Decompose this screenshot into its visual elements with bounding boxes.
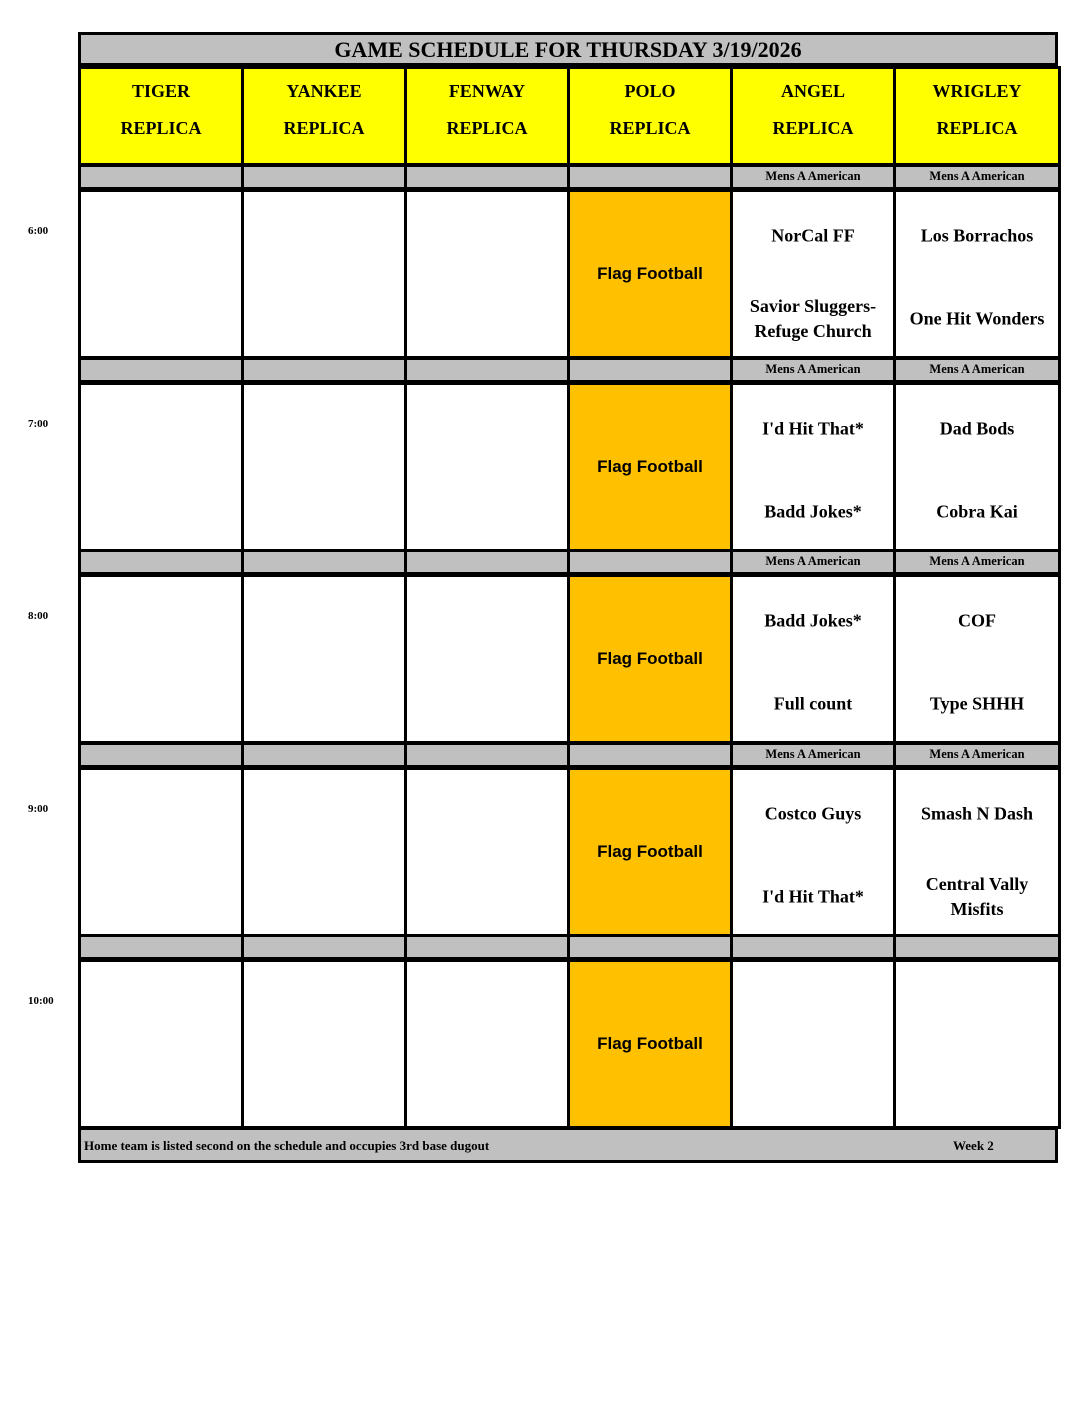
field-name: POLO bbox=[624, 81, 676, 101]
flag-football-label: Flag Football bbox=[597, 649, 703, 668]
flag-football-label: Flag Football bbox=[597, 457, 703, 476]
empty-slot bbox=[241, 959, 407, 1129]
division-band bbox=[78, 934, 244, 960]
division-band: Mens A American bbox=[730, 742, 896, 768]
schedule-title: GAME SCHEDULE FOR THURSDAY 3/19/2026 bbox=[78, 32, 1058, 66]
flag-football-block bbox=[567, 767, 733, 937]
empty-slot bbox=[730, 959, 896, 1129]
flag-football-label: Flag Football bbox=[597, 264, 703, 283]
division-band: Mens A American bbox=[730, 164, 896, 190]
division-band bbox=[404, 357, 570, 383]
division-band bbox=[78, 164, 244, 190]
division-band: Mens A American bbox=[730, 357, 896, 383]
field-header-wrigley bbox=[893, 66, 1061, 166]
away-team: Badd Jokes* bbox=[764, 610, 862, 631]
flag-football-block bbox=[567, 382, 733, 552]
empty-slot bbox=[404, 767, 570, 937]
field-subtitle: REPLICA bbox=[936, 118, 1018, 138]
home-team: I'd Hit That* bbox=[762, 886, 864, 907]
home-team: Savior Sluggers- Refuge Church bbox=[749, 296, 877, 341]
division-band: Mens A American bbox=[893, 549, 1061, 575]
empty-slot bbox=[78, 382, 244, 552]
division-band bbox=[78, 742, 244, 768]
empty-slot bbox=[78, 574, 244, 744]
home-team: Badd Jokes* bbox=[764, 501, 862, 522]
division-band bbox=[567, 357, 733, 383]
division-band bbox=[567, 549, 733, 575]
away-team: Smash N Dash bbox=[920, 803, 1034, 824]
field-header-polo bbox=[567, 66, 733, 166]
division-band bbox=[404, 742, 570, 768]
field-name: WRIGLEY bbox=[932, 81, 1022, 101]
division-band: Mens A American bbox=[893, 742, 1061, 768]
field-subtitle: REPLICA bbox=[446, 118, 528, 138]
time-label: 9:00 bbox=[28, 803, 49, 815]
week-label: Week 2 bbox=[953, 1138, 994, 1153]
field-name: ANGEL bbox=[780, 81, 845, 101]
empty-slot bbox=[404, 382, 570, 552]
empty-slot bbox=[404, 959, 570, 1129]
division-band bbox=[78, 549, 244, 575]
empty-slot bbox=[404, 189, 570, 359]
home-team: Type SHHH bbox=[929, 693, 1025, 714]
game-cell bbox=[893, 767, 1061, 937]
flag-football-block bbox=[567, 189, 733, 359]
field-header-yankee bbox=[241, 66, 407, 166]
division-band bbox=[567, 934, 733, 960]
away-team: Dad Bods bbox=[939, 418, 1015, 439]
empty-slot bbox=[78, 959, 244, 1129]
field-name: TIGER bbox=[131, 81, 191, 101]
game-cell bbox=[730, 767, 896, 937]
field-header-tiger bbox=[78, 66, 244, 166]
time-label: 8:00 bbox=[28, 610, 49, 622]
division-band bbox=[241, 357, 407, 383]
empty-slot bbox=[78, 189, 244, 359]
time-label: 7:00 bbox=[28, 418, 49, 430]
home-team: Central Vally Misfits bbox=[925, 874, 1029, 919]
empty-slot bbox=[241, 574, 407, 744]
empty-slot bbox=[893, 959, 1061, 1129]
away-team: Los Borrachos bbox=[920, 225, 1034, 246]
flag-football-block bbox=[567, 574, 733, 744]
game-cell bbox=[893, 574, 1061, 744]
field-name: YANKEE bbox=[286, 81, 362, 101]
flag-football-label: Flag Football bbox=[597, 842, 703, 861]
division-band bbox=[730, 934, 896, 960]
game-cell bbox=[893, 382, 1061, 552]
division-band bbox=[404, 164, 570, 190]
game-cell bbox=[730, 189, 896, 359]
field-header-angel bbox=[730, 66, 896, 166]
division-band bbox=[893, 934, 1061, 960]
flag-football-label: Flag Football bbox=[597, 1034, 703, 1053]
division-band bbox=[241, 164, 407, 190]
footer-bar bbox=[78, 1127, 1058, 1163]
division-band: Mens A American bbox=[893, 164, 1061, 190]
empty-slot bbox=[241, 189, 407, 359]
division-band bbox=[241, 549, 407, 575]
home-team: One Hit Wonders bbox=[909, 308, 1045, 329]
field-header-fenway bbox=[404, 66, 570, 166]
division-band bbox=[404, 934, 570, 960]
division-band: Mens A American bbox=[893, 357, 1061, 383]
home-team: Cobra Kai bbox=[936, 501, 1018, 522]
time-label: 6:00 bbox=[28, 225, 49, 237]
game-cell bbox=[893, 189, 1061, 359]
flag-football-block bbox=[567, 959, 733, 1129]
division-band bbox=[78, 357, 244, 383]
division-band bbox=[567, 164, 733, 190]
division-band bbox=[567, 742, 733, 768]
division-band: Mens A American bbox=[730, 549, 896, 575]
game-cell bbox=[730, 574, 896, 744]
game-cell bbox=[730, 382, 896, 552]
empty-slot bbox=[404, 574, 570, 744]
division-band bbox=[241, 742, 407, 768]
field-subtitle: REPLICA bbox=[120, 118, 202, 138]
footer-note: Home team is listed second on the schedule and occupies 3rd base dugout bbox=[84, 1138, 490, 1153]
division-band bbox=[404, 549, 570, 575]
time-label: 10:00 bbox=[28, 995, 54, 1007]
field-subtitle: REPLICA bbox=[772, 118, 854, 138]
empty-slot bbox=[78, 767, 244, 937]
away-team: I'd Hit That* bbox=[762, 418, 864, 439]
field-subtitle: REPLICA bbox=[609, 118, 691, 138]
home-team: Full count bbox=[773, 693, 853, 714]
field-name: FENWAY bbox=[448, 81, 526, 101]
away-team: Costco Guys bbox=[764, 803, 862, 824]
away-team: NorCal FF bbox=[771, 225, 855, 246]
away-team: COF bbox=[958, 610, 996, 631]
field-subtitle: REPLICA bbox=[283, 118, 365, 138]
empty-slot bbox=[241, 767, 407, 937]
empty-slot bbox=[241, 382, 407, 552]
division-band bbox=[241, 934, 407, 960]
